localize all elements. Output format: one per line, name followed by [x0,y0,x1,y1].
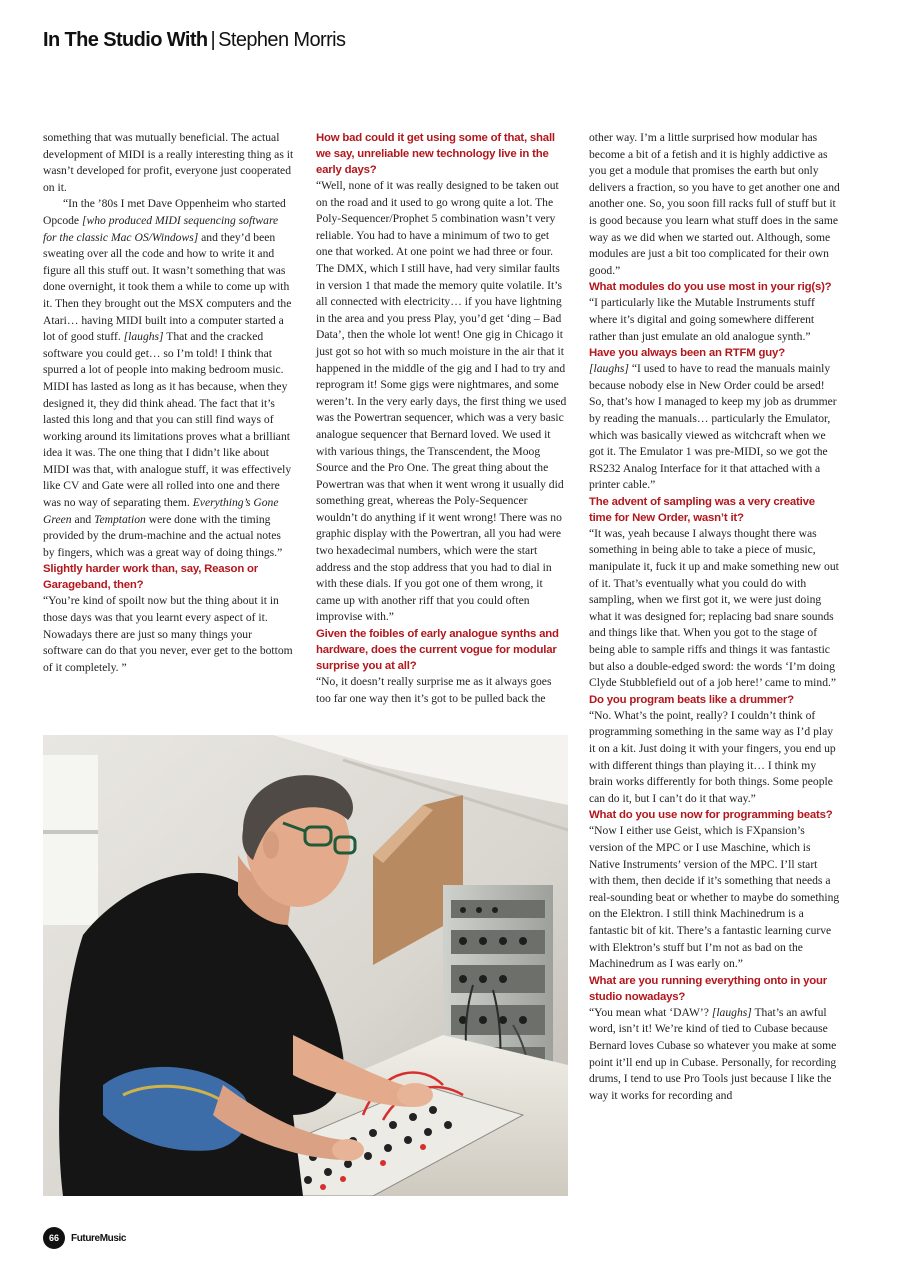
interview-answer: “I particularly like the Mutable Instruments stuff where it’s digital and going somewhere different rather than just emulate an old analogue synth.” [589,296,815,343]
header-separator: | [210,29,216,51]
interview-answer: “It was, yeah because I always thought there was something in being able to take a piece of music, manipulate it, fuck it up and make something new out of it. That’s eventually what you could do with sampling, when we first got it, we were just doing what it was designed for; replacing bad snare sounds and things like that. When you got to the stage of being able to sample riffs and things it was fantastic but also a double-edged sword: the words ‘I’m doing Clyde Stubblefield out of a job here!’ came to mind.” [589,526,839,690]
interview-question: Given the foibles of early analogue synths and hardware, does the current vogue for modular surprise you at all? [316,628,559,673]
interview-answer: “Well, none of it was really designed to be taken out on the road and it used to go wrong quite a lot. The Poly-Sequencer/Prophet 5 combination wasn’t very reliable. You had to have a minimum of two to get one that worked. At one point we had three or four. The DMX, which I still have, had very similar faults in version 1 that made the memory quite volatile. It’s all connected with electricity… if you have lightning in the area and you press Play, you’d get ‘ding – Bad Data’, then the whole lot went! One gig in Chicago it just got so hot with so much moisture in the air that it happened in the middle of the gig and I had to try and reprogram it! Some gigs were nightmares, and some weren’t. In the very early days, the first thing we used was the Powertran sequencer, which was a very basic analogue sequencer that Bernard loved. We used it with various things, the Transcendent, the Moog Source and the Pro One. The great thing about the Powertran was that when it went wrong it usually did something great, whereas the Poly-Sequencer wouldn’t do anything if it went wrong! There was no graphic display with the Powertran, all you had were two hexadecimal numbers, which were the start address and the stop address that you had to dial in with these dials. If you got one of them wrong, it came up with another riff that you could often improvise with.” [316,179,567,624]
page-footer [43,1227,126,1249]
interview-answer: “You’re kind of spoilt now but the thing about it in those days was that you learnt every aspect of it. Nowadays there are just so many things your software can do that you never, ever get to the bottom of it completely. ” [43,594,293,674]
interview-question: Do you program beats like a drummer? [589,693,794,706]
interview-answer: “No. What’s the point, really? I couldn’t think of programming something in the same way as I’d play it on a kit. Just doing it with your fingers, you end up with different things than playing it… I think my brain works differently for both things. Some people can do it, but I can’t do it that way.” [589,708,836,805]
page-header [43,29,345,59]
interview-answer: “No, it doesn’t really surprise me as it always goes too far one way then it’s got to be pulled back the [316,675,552,705]
interview-question: The advent of sampling was a very creative time for New Order, wasn’t it? [589,495,815,524]
magazine-name: FutureMusic [71,1232,127,1244]
section-title: In The Studio With [43,29,208,51]
interview-answer: “You mean what ‘DAW’? [laughs] That’s an awful word, isn’t it! We’re kind of tied to Cubase because Bernard loves Cubase so whatever you make at some point it’ll end up in Cubase. Personally, for recording drums, I tend to use Pro Tools just because I like the way it works for recording and [589,1005,837,1102]
studio-photo-illustration [43,735,568,1196]
page-number: 66 [43,1227,65,1249]
interview-question: What do you use now for programming beats? [589,809,833,822]
interview-question: What are you running everything onto in your studio nowadays? [589,974,828,1003]
interview-question: What modules do you use most in your rig(s)? [589,281,832,294]
subject-name: Stephen Morris [218,29,346,51]
column-2 [316,130,567,707]
interview-answer: [laughs] “I used to have to read the manuals mainly because nobody else in New Order could be arsed! So, that’s how I managed to keep my job as drummer by reading the manuals… particularly the Emulator, which was basically viewed as witchcraft when we got it. The Emulator 1 was pre-MIDI, so we got the RS232 Analog Interface for it that attached with a printer cable.” [589,362,837,492]
column-3 [589,130,840,1104]
interview-question: Slightly harder work than, say, Reason or Garageband, then? [43,563,259,592]
studio-photo [43,735,568,1196]
column-1 [43,130,294,676]
paragraph: “In the ’80s I met Dave Oppenheim who started Opcode [who produced MIDI sequencing software for the classic Mac OS/Windows] and they’d been sweating over all the code and how to write it and figure all this stuff out. It wasn’t something that was done overnight, it took them a while to come up with it. Then they brought out the MSX computers and the Atari… having MIDI built into a computer started a lot of good stuff. [laughs] That and the cracked software you could get… so I’m told! I think that spurred a lot of people into making bedroom music. MIDI has lasted as long as it has because, when they designed it, they did think ahead. The fact that it’s lasted this long and that you can still find ways of working around its limitations proves what a brilliant idea it was. The one thing that I didn’t like about MIDI was that, with analogue stuff, it was effectively like CV and Gate were all rolled into one and there was no way of separating them. Everything’s Gone Green and Temptation were done with the timing provided by the drum-machine and the actual notes by fingers, which was a great way of doing things.” [43,197,292,559]
paragraph: something that was mutually beneficial. The actual development of MIDI is a really interesting thing as it wasn’t developed for profit, everyone just cooperated on it. [43,131,294,194]
interview-question: Have you always been an RTFM guy? [589,347,785,360]
interview-question: How bad could it get using some of that, shall we say, unreliable new technology live in the early days? [316,132,555,176]
paragraph: other way. I’m a little surprised how modular has become a bit of a fetish and it is highly addictive as you get a module that promises the earth but only delivers a fraction, so you have to get another one and another one. So, you soon fill racks full of stuff but it is good because you learn what stuff does in the same way as we did when we started out. Although, some modules are just a bit too complicated for their own good.” [589,131,840,277]
interview-answer: “Now I either use Geist, which is FXpansion’s version of the MPC or I use Maschine, which is Native Instruments’ version of the MPC. I’ll start with them, then decide if it’s something that needs a real-sounding beat or whether to maybe do something on the Elektron. I still think Machinedrum is a fantastic bit of kit. There’s a fantastic learning curve with Elektron’s stuff but I’m not as bad on the Machinedrum as I was early on.” [589,824,840,971]
